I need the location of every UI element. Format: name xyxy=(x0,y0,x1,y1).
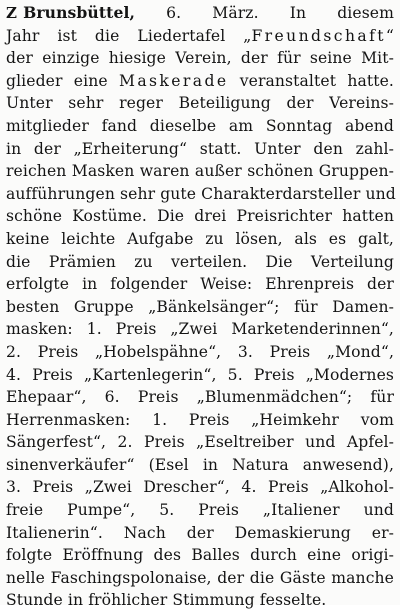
article-line-11 xyxy=(6,228,394,251)
article-text: 2. Preis „Hobelspähne“, 3. Preis „Mond“, xyxy=(6,342,394,361)
article-text: der einzige hiesige Verein, der für seine Mit- xyxy=(6,49,394,68)
article-text: glieder eine xyxy=(6,71,119,90)
article-text: freie Pumpe“, 5. Preis „Italiener und xyxy=(6,501,394,520)
article-text: keine leichte Aufgabe zu lösen, als es galt, xyxy=(6,229,394,248)
article-line-3 xyxy=(6,47,394,70)
dateline: Brunsbüttel, xyxy=(23,3,136,22)
emphasized-text: Maskerade xyxy=(118,71,229,90)
article-line-19 xyxy=(6,409,394,432)
article-text: erfolgte in folgender Weise: Ehrenpreis der xyxy=(6,275,394,294)
article-line-22 xyxy=(6,476,394,499)
article-line-25 xyxy=(6,544,394,567)
article-line-1 xyxy=(6,2,394,25)
article-line-17 xyxy=(6,364,394,387)
article-line-23 xyxy=(6,499,394,522)
article-text: Sängerfest“, 2. Preis „Eseltreiber und Apfel- xyxy=(6,433,394,452)
article-text: Herrenmasken: 1. Preis „Heimkehr vom xyxy=(6,410,394,429)
article-text: aufführungen sehr gute Charakterdarsteller und xyxy=(6,184,396,203)
article-body xyxy=(6,25,394,612)
article-line-26 xyxy=(6,567,394,590)
emphasized-text: Freundschaft xyxy=(251,26,386,45)
section-marker: Z xyxy=(6,4,18,22)
article-text: Unter sehr reger Beteiligung der Vereins- xyxy=(6,94,394,113)
article-text: schöne Kostüme. Die drei Preisrichter hatten xyxy=(6,207,394,226)
article-line-27 xyxy=(6,589,394,612)
article-line-21 xyxy=(6,454,394,477)
article-line-10 xyxy=(6,205,394,228)
article-text: folgte Eröffnung des Balles durch eine origi- xyxy=(6,546,394,565)
article-line-24 xyxy=(6,522,394,545)
article-text: in der „Erheiterung“ statt. Unter den zahl- xyxy=(6,139,394,158)
article-text: 3. Preis „Zwei Drescher“, 4. Preis „Alkohol- xyxy=(6,478,394,497)
article-text: sinenverkäufer“ (Esel in Natura anwesend), xyxy=(6,455,394,474)
article-text: mitglieder fand dieselbe am Sonntag abend xyxy=(6,116,394,135)
article-line-14 xyxy=(6,296,394,319)
article-text: die Prämien zu verteilen. Die Verteilung xyxy=(6,252,394,271)
article-text: Stunde in fröhlicher Stimmung fesselte. xyxy=(6,591,327,610)
article-text: veranstaltet hatte. xyxy=(228,71,394,90)
article-line-2 xyxy=(6,25,394,48)
article-text: “ xyxy=(385,26,394,45)
article-text: Ehepaar“, 6. Preis „Blumenmädchen“; für xyxy=(6,388,394,407)
article-line-20 xyxy=(6,431,394,454)
article-line-16 xyxy=(6,341,394,364)
article-line-13 xyxy=(6,273,394,296)
article-line-12 xyxy=(6,251,394,274)
article-text: Jahr ist die Liedertafel „ xyxy=(6,26,252,45)
article-line-18 xyxy=(6,386,394,409)
article-line-9 xyxy=(6,183,394,206)
article-text: nelle Faschingspolonaise, der die Gäste manche xyxy=(6,568,394,587)
article-line-6 xyxy=(6,115,394,138)
article-text: 4. Preis „Kartenlegerin“, 5. Preis „Modernes xyxy=(6,365,394,384)
article-text: besten Gruppe „Bänkelsänger“; für Damen- xyxy=(6,297,394,316)
article-line-8 xyxy=(6,160,394,183)
article-line-15 xyxy=(6,318,394,341)
article-text: reichen Masken waren außer schönen Gruppen- xyxy=(6,162,394,181)
article-text: 6. März. In diesem xyxy=(166,4,395,22)
article-line-5 xyxy=(6,92,394,115)
article-line-7 xyxy=(6,138,394,161)
article-text: Italienerin“. Nach der Demaskierung er- xyxy=(6,523,394,542)
article-text: masken: 1. Preis „Zwei Marketenderinnen“, xyxy=(6,320,394,339)
article-line-4 xyxy=(6,70,394,93)
